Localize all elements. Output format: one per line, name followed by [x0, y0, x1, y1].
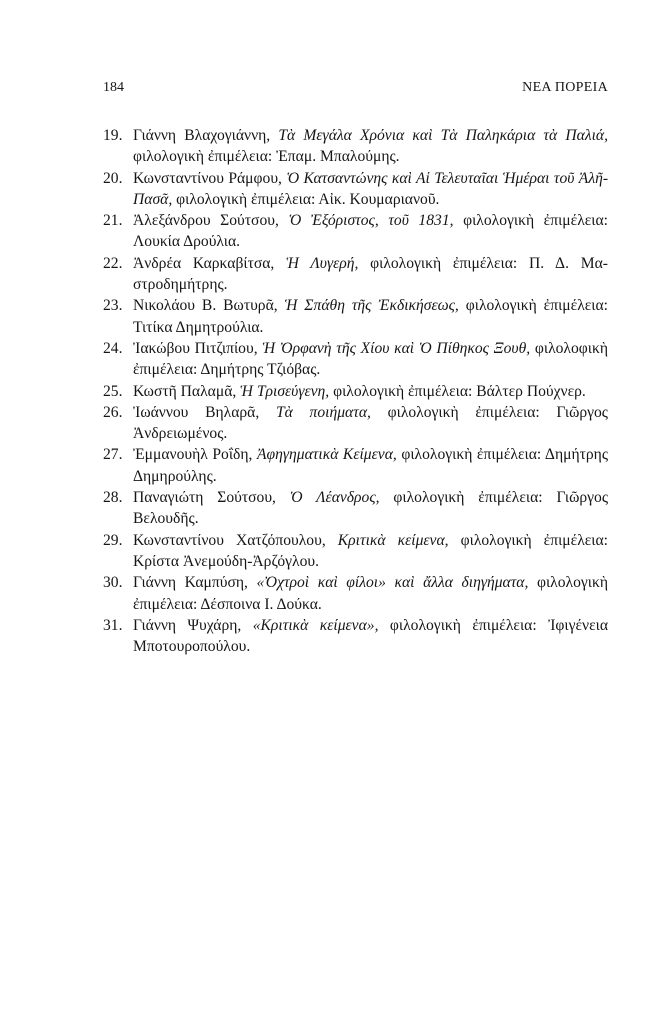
entry-number: 19. [103, 127, 123, 144]
entry-title: Ἀφηγηματικὰ Κείμενα, [257, 446, 397, 464]
entry-author: Ἀνδρέα Καρκαβίτσα, [133, 254, 287, 272]
list-item [103, 295, 608, 338]
entry-title: Ἡ Λυγερή, [286, 254, 359, 272]
entry-number: 25. [103, 382, 123, 400]
entry-number: 31. [103, 616, 123, 634]
entry-title: Κριτικὰ κείμενα, [337, 531, 449, 549]
entry-number: 22. [103, 254, 123, 272]
entry-title: Ὁ Ἐξόριστος, τοῦ 1831, [288, 212, 454, 230]
entry-editor: φιλολογικὴ ἐπιμέλεια: Κρίστα Ἀνεμούδη-Ἀρζόγλου. [133, 531, 609, 570]
entry-editor: φιλολογικὴ ἐπιμέλεια: Γιῶργος Ἀνδρειωμένος. [133, 403, 608, 443]
list-item [103, 210, 608, 253]
entry-editor: φιλολογικὴ ἐπιμέλεια: Ἐπαμ. Μπαλούμης. [133, 148, 400, 166]
entry-title: «Ὀχτροὶ καὶ φίλοι» καὶ ἄλλα διηγήματα, [256, 574, 529, 592]
entry-author: Ἰακώβου Πιτζιπίου, [133, 339, 263, 357]
entry-author: Γιάννη Βλαχογιάννη, [133, 127, 279, 144]
entry-author: Κωστῆ Παλαμᾶ, [133, 382, 241, 400]
entry-editor: φιλολογικὴ ἐπιμέλεια: Δημήτρης Δημηρούλης. [133, 446, 609, 485]
list-item [103, 125, 608, 168]
page-number: 184 [103, 80, 124, 95]
entry-author: Ἐμμανουὴλ Ροΐδη, [133, 446, 258, 464]
entry-editor: φιλολογικὴ ἐπιμέλεια: Π. Δ. Μαστροδημήτρης. [133, 254, 608, 294]
entry-number: 30. [103, 574, 123, 592]
list-item [103, 402, 608, 445]
journal-title: ΝΕΑ ΠΟΡΕΙΑ [522, 80, 608, 95]
list-item [103, 572, 608, 615]
list-item [103, 530, 608, 573]
entry-editor: φιλολογικὴ ἐπιμέλεια: Δέσποινα Ι. Δούκα. [133, 574, 608, 613]
entry-number: 26. [103, 403, 123, 421]
entry-title: Ἡ Ὀρφανὴ τῆς Χίου καὶ Ὁ Πίθηκος Ξουθ, [262, 339, 531, 357]
list-item [103, 487, 608, 530]
list-item [103, 168, 608, 211]
entry-editor: φιλολογικὴ ἐπιμέλεια: Λουκία Δρούλια. [133, 212, 609, 251]
entry-author: Νικολάου Β. Βωτυρᾶ, [133, 297, 285, 315]
entry-title: Τὰ ποιήματα, [275, 403, 371, 421]
bibliography-list [103, 125, 608, 657]
entry-title: Ὁ Κατσαντώνης καὶ Αἱ Τελευταῖαι Ἡμέραι τοῦ Ἀλῆ-Πασᾶ, [133, 169, 609, 208]
entry-number: 24. [103, 339, 123, 357]
entry-editor: φιλολογικὴ ἐπιμέλεια: Ἰφιγένεια Μποτουροπούλου. [133, 616, 608, 656]
entry-number: 29. [103, 531, 123, 549]
list-item [103, 381, 608, 402]
entry-editor: φιλολογικὴ ἐπιμέλεια: Γιῶργος Βελουδῆς. [133, 489, 609, 528]
entry-title: Ὁ Λέανδρος, [289, 489, 380, 507]
entry-author: Κωνσταντίνου Ράμφου, [133, 169, 287, 187]
entry-editor: φιλολοφικὴ ἐπιμέλεια: Δημήτρης Τζιόβας. [133, 339, 608, 379]
entry-editor: φιλολογικὴ ἐπιμέλεια: Αἰκ. Κουμαριανοῦ. [172, 190, 440, 208]
entry-author: Γιάννη Ψυχάρη, [133, 616, 253, 634]
entry-title: «Κριτικὰ κείμενα», [252, 616, 379, 634]
entry-title: Ἡ Τρισεύγενη, [240, 382, 330, 400]
entry-number: 28. [103, 489, 123, 507]
entry-number: 27. [103, 446, 123, 464]
entry-author: Ἀλεξάνδρου Σούτσου, [133, 212, 289, 230]
entry-number: 21. [103, 212, 123, 230]
entry-title: Τὰ Μεγάλα Χρόνια καὶ Τὰ Παληκάρια τὰ Παλιά, [278, 127, 608, 144]
entry-author: Ἰωάννου Βηλαρᾶ, [133, 403, 276, 421]
list-item [103, 444, 608, 487]
entry-editor: φιλολογικὴ ἐπιμέλεια: Τιτίκα Δημητρούλια. [133, 297, 609, 336]
list-item [103, 615, 608, 658]
entry-author: Γιάννη Καμπύση, [133, 574, 257, 592]
entry-number: 20. [103, 169, 123, 187]
entry-author: Κωνσταντίνου Χατζόπουλου, [133, 531, 338, 549]
entry-number: 23. [103, 297, 123, 315]
entry-editor: φιλολογικὴ ἐπιμέλεια: Βάλτερ Πούχνερ. [329, 382, 586, 400]
list-item [103, 338, 608, 381]
entry-title: Ἡ Σπάθη τῆς Ἐκδικήσεως, [284, 297, 459, 315]
list-item [103, 253, 608, 296]
entry-author: Παναγιώτη Σούτσου, [133, 489, 290, 507]
